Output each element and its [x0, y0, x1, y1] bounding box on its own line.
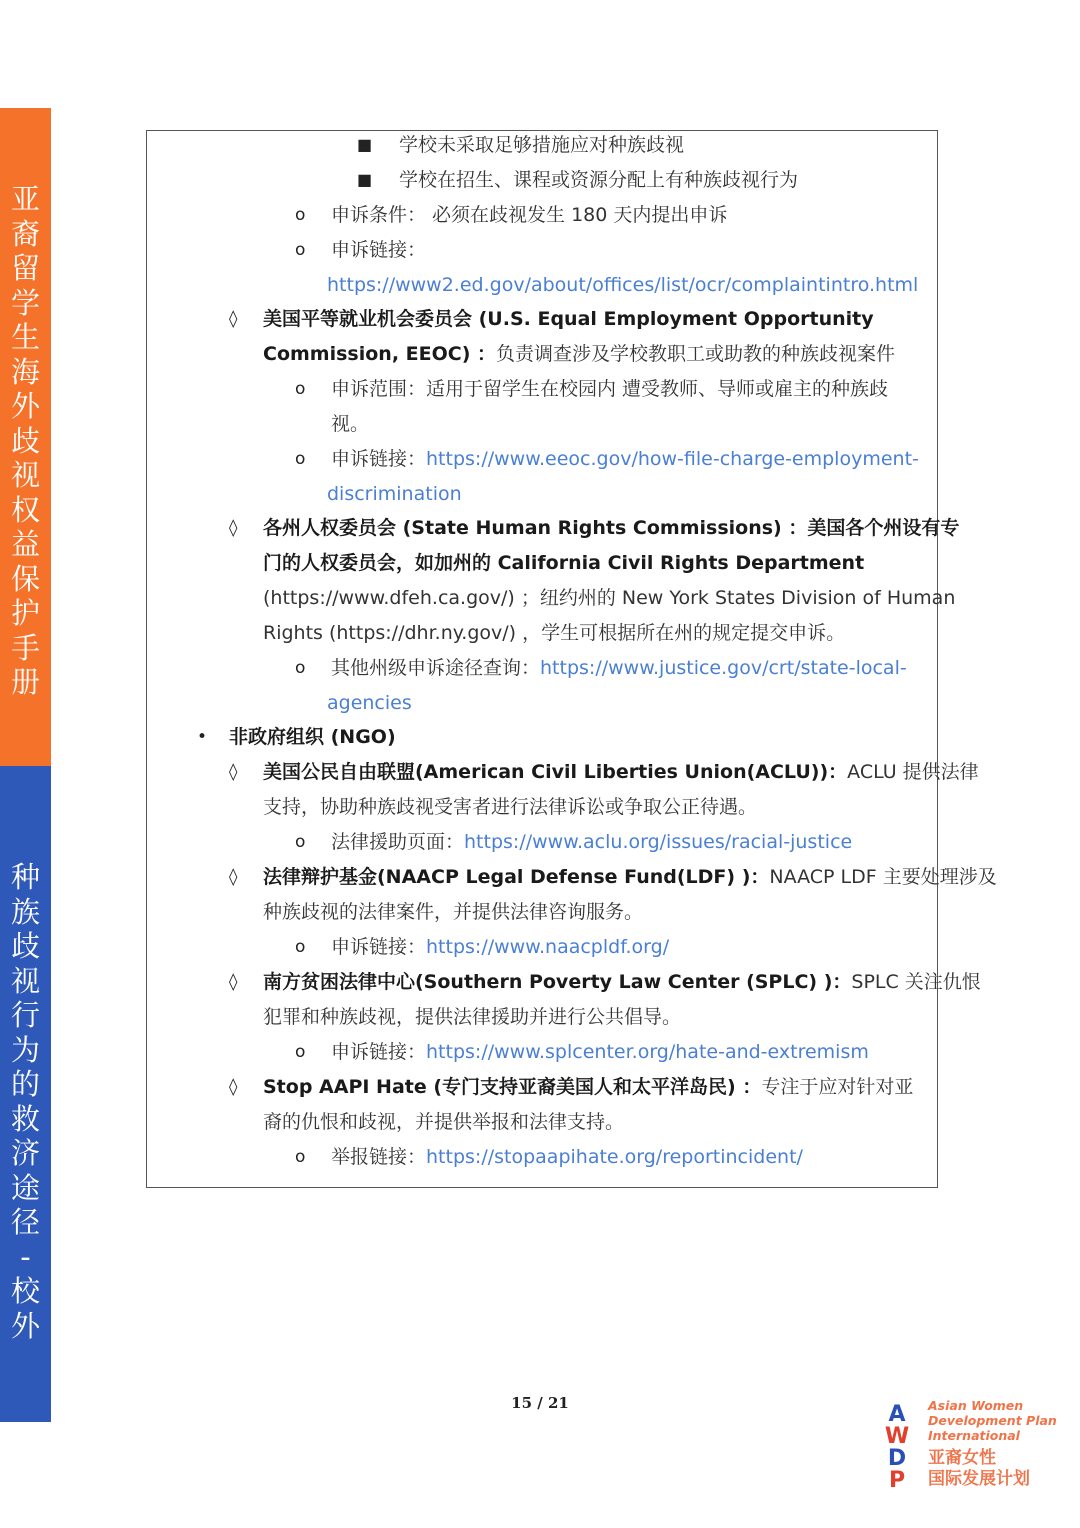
sidebar-bottom-band — [0, 766, 51, 1422]
square-bullet-icon: ■ — [357, 135, 373, 154]
diamond-bullet-icon: ◊ — [229, 972, 238, 992]
diamond-bullet-icon: ◊ — [229, 867, 238, 887]
aclu-description: ACLU 提供法律 — [847, 761, 979, 783]
sidebar-title-char: 裔 — [10, 216, 40, 251]
link-label: 申诉链接： — [331, 448, 427, 470]
link-label: 其他州级申诉途径查询： — [331, 657, 541, 679]
sidebar-title-char: 径 — [10, 1205, 40, 1239]
sidebar-title-char: 歧 — [10, 929, 40, 963]
ocr-complaint-link[interactable]: https://www2.ed.gov/about/offices/list/ocr/complaintintro.html — [327, 274, 919, 296]
sidebar-title-char: 族 — [10, 894, 40, 929]
list-item — [331, 1040, 869, 1064]
eeoc-link-continued[interactable]: discrimination — [327, 483, 462, 505]
doj-state-link[interactable]: https://www.justice.gov/crt/state-local- — [540, 657, 907, 679]
awdp-logo — [880, 1398, 1057, 1490]
eeoc-description: 负责调查涉及学校教职工或助教的种族歧视案件 — [496, 343, 896, 365]
sidebar-title-char: 生 — [10, 320, 40, 354]
eeoc-link[interactable]: https://www.eeoc.gov/how-file-charge-employment- — [426, 448, 919, 470]
stop-aapi-heading: Stop AAPI Hate (专门支持亚裔美国人和太平洋岛民) ： — [263, 1076, 762, 1098]
sidebar-top-title — [0, 182, 51, 700]
awdp-logo-mark-icon — [880, 1400, 914, 1488]
logo-en-line: Development Plan — [928, 1413, 1057, 1428]
naacp-heading: 法律辩护基金(NAACP Legal Defense Fund(LDF) )： — [263, 866, 770, 888]
sidebar-bottom-title — [0, 860, 51, 1343]
sidebar-title-char: 益 — [10, 527, 40, 561]
list-item — [331, 447, 919, 471]
sidebar-title-char: 歧 — [10, 423, 40, 458]
sidebar-title-char: 的 — [10, 1067, 40, 1101]
sidebar-title-char: 亚 — [10, 182, 40, 216]
text-line: 种族歧视的法律案件，并提供法律咨询服务。 — [263, 901, 644, 923]
splc-description: SPLC 关注仇恨 — [851, 971, 981, 993]
sidebar-title-char: 外 — [10, 389, 40, 423]
list-item — [263, 970, 981, 994]
sidebar-title-char: 途 — [10, 1170, 40, 1205]
link-label: 申诉链接： — [331, 1041, 427, 1063]
logo-cn-line: 国际发展计划 — [928, 1469, 1030, 1489]
state-commissions-heading: 各州人权委员会 (State Human Rights Commissions) ：美国各个州设有专 — [263, 517, 960, 539]
sidebar-title-char: 行 — [10, 998, 40, 1032]
eeoc-heading-end: Commission, EEOC) ： — [263, 343, 497, 365]
text-line: 裔的仇恨和歧视，并提供举报和法律支持。 — [263, 1111, 625, 1133]
splc-heading: 南方贫困法律中心(Southern Poverty Law Center (SPLC) )： — [263, 971, 852, 993]
text-line: 门的人权委员会，如加州的 California Civil Rights Department — [263, 552, 865, 574]
sidebar-title-char: 外 — [10, 1308, 40, 1343]
list-item: 学校未采取足够措施应对种族歧视 — [399, 134, 685, 156]
diamond-bullet-icon: ◊ — [229, 309, 238, 329]
text-line: 支持，协助种族歧视受害者进行法律诉讼或争取公正待遇。 — [263, 796, 758, 818]
logo-letter-a: A — [888, 1402, 906, 1427]
text-line — [263, 342, 895, 366]
circle-bullet-icon: o — [295, 1147, 306, 1167]
link-label: 申诉链接： — [331, 936, 427, 958]
ngo-heading: 非政府组织 (NGO) — [229, 726, 396, 748]
logo-en-line: International — [928, 1428, 1020, 1443]
content-box — [146, 130, 997, 1188]
page-number: 15 / 21 — [511, 1394, 569, 1412]
circle-bullet-icon: o — [295, 449, 306, 469]
sidebar-title-char: 手 — [10, 630, 40, 665]
list-item: 申诉范围：适用于留学生在校园内 遭受教师、导师或雇主的种族歧 — [331, 378, 889, 400]
sidebar-title-char: 救 — [10, 1101, 40, 1136]
text-line: 视。 — [331, 413, 370, 435]
splc-link[interactable]: https://www.splcenter.org/hate-and-extremism — [426, 1041, 869, 1063]
text-line: (https://www.dfeh.ca.gov/) ；纽约州的 New York States Division of Human — [263, 587, 956, 609]
circle-bullet-icon: o — [295, 832, 306, 852]
list-item — [263, 865, 997, 889]
list-item — [331, 935, 669, 959]
stop-aapi-link[interactable]: https://stopaapihate.org/reportincident/ — [426, 1146, 803, 1168]
list-item — [263, 1075, 913, 1099]
logo-cn-line: 亚裔女性 — [928, 1448, 996, 1468]
list-item — [263, 760, 979, 784]
circle-bullet-icon: o — [295, 937, 306, 957]
sidebar-title-char: 种 — [10, 860, 40, 894]
logo-english-name — [928, 1398, 1057, 1443]
text-line: 犯罪和种族歧视，提供法律援助并进行公共倡导。 — [263, 1006, 682, 1028]
link-label: 法律援助页面： — [331, 831, 465, 853]
sidebar-title-char: 为 — [10, 1032, 40, 1067]
sidebar-title-char: 留 — [10, 251, 40, 285]
circle-bullet-icon: o — [295, 658, 306, 678]
link-label: 举报链接： — [331, 1146, 427, 1168]
logo-chinese-name — [928, 1448, 1030, 1490]
sidebar-title-char: 视 — [10, 963, 40, 998]
diamond-bullet-icon: ◊ — [229, 518, 238, 538]
logo-letter-d: D — [887, 1446, 907, 1471]
diamond-bullet-icon: ◊ — [229, 1077, 238, 1097]
sidebar-top-band — [0, 108, 51, 766]
list-item — [331, 830, 852, 854]
square-bullet-icon: ■ — [357, 170, 373, 189]
sidebar-title-char: 视 — [10, 458, 40, 492]
circle-bullet-icon: o — [295, 1042, 306, 1062]
sidebar-title-char: 学 — [10, 285, 40, 320]
sidebar-title-char: - — [20, 1239, 31, 1274]
circle-bullet-icon: o — [295, 379, 306, 399]
sidebar-title-char: 保 — [10, 561, 40, 596]
logo-letter-w: W — [884, 1424, 910, 1449]
list-item: 申诉链接： — [331, 239, 427, 261]
list-item: 申诉条件： 必须在歧视发生 180 天内提出申诉 — [331, 204, 728, 226]
aclu-link[interactable]: https://www.aclu.org/issues/racial-justice — [464, 831, 853, 853]
sidebar-title-char: 海 — [10, 354, 40, 389]
dot-bullet-icon: • — [197, 727, 208, 747]
circle-bullet-icon: o — [295, 240, 306, 260]
naacp-link[interactable]: https://www.naacpldf.org/ — [426, 936, 670, 958]
circle-bullet-icon: o — [295, 205, 306, 225]
naacp-description: NAACP LDF 主要处理涉及 — [769, 866, 997, 888]
eeoc-heading: 美国平等就业机会委员会 (U.S. Equal Employment Opportunity — [263, 308, 874, 330]
text-line: Rights (https://dhr.ny.gov/) ，学生可根据所在州的规定提交申诉。 — [263, 622, 846, 644]
sidebar-title-char: 校 — [10, 1274, 40, 1308]
list-item: 学校在招生、课程或资源分配上有种族歧视行为 — [399, 169, 799, 191]
sidebar-title-char: 权 — [10, 492, 40, 527]
sidebar-title-char: 护 — [10, 596, 40, 630]
list-item — [331, 1145, 803, 1169]
stop-aapi-description: 专注于应对针对亚 — [761, 1076, 914, 1098]
list-item — [331, 656, 907, 680]
aclu-heading: 美国公民自由联盟(American Civil Liberties Union(ACLU))： — [263, 761, 848, 783]
diamond-bullet-icon: ◊ — [229, 762, 238, 782]
doj-state-link-continued[interactable]: agencies — [327, 692, 412, 714]
sidebar-title-char: 济 — [10, 1136, 40, 1170]
logo-en-line: Asian Women — [928, 1398, 1024, 1413]
logo-letter-p: P — [888, 1468, 906, 1488]
sidebar-title-char: 册 — [10, 665, 40, 699]
